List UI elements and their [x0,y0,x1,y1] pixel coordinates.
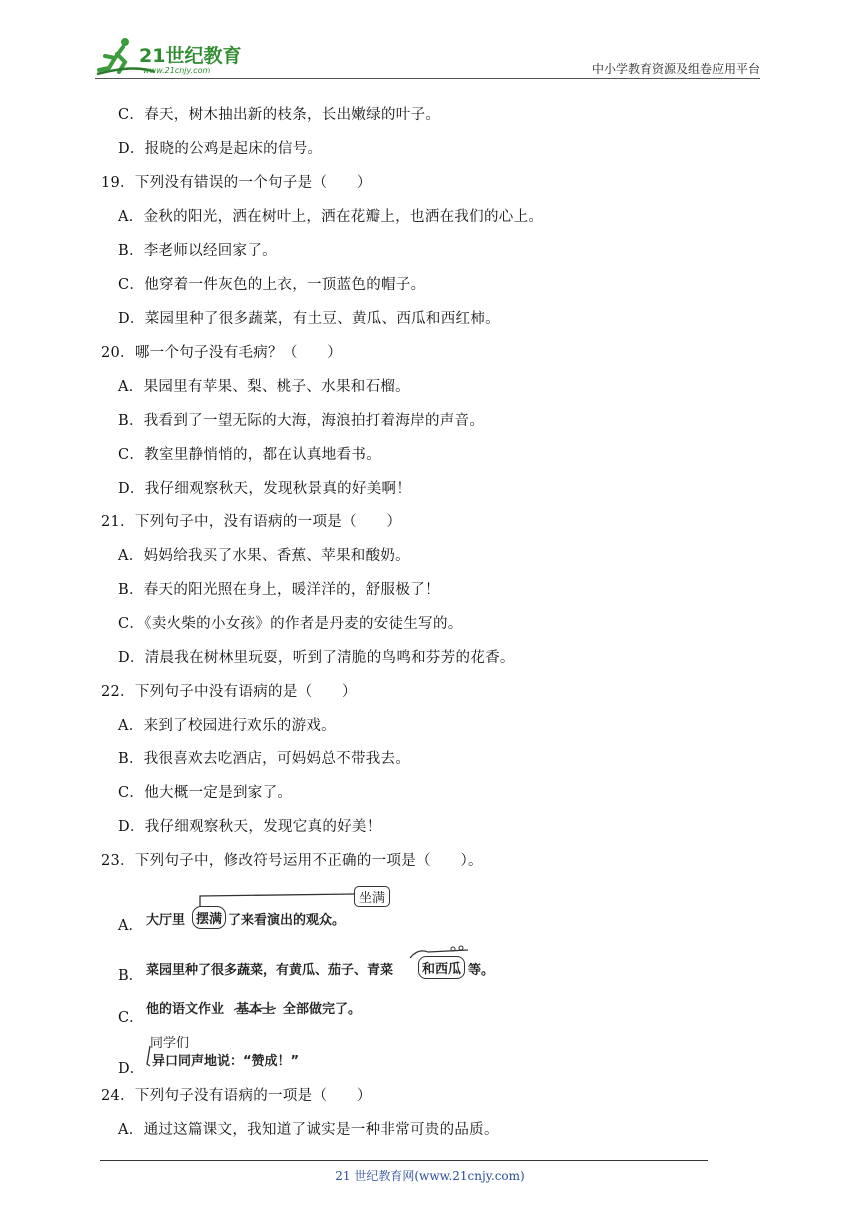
question-20: 20．哪一个句子没有毛病？（ ） [101,345,343,361]
sentence: 异口同声地说：“赞成！” [152,1054,300,1069]
q21-option-c: C．《卖火柴的小女孩》的作者是丹麦的安徒生写的。 [118,616,463,632]
q19-option-d: D．菜园里种了很多蔬菜，有土豆、黄瓜、西瓜和西红柿。 [118,311,500,327]
q22-option-c: C．他大概一定是到家了。 [118,785,293,801]
option-letter: D． [118,1061,145,1077]
question-24: 24．下列句子没有语病的一项是（ ） [101,1088,372,1104]
page-header [95,30,760,80]
svg-text:21世纪教育: 21世纪教育 [139,45,242,67]
sentence-end: 全部做完了。 [283,1002,362,1017]
footer-divider [100,1160,708,1161]
swap-mark-icon [408,944,488,960]
q23-option-a [118,884,418,934]
delete-mark-icon [232,1002,282,1018]
q23-option-c [118,994,418,1026]
circled-word: 和西瓜 [418,956,465,979]
circled-word: 摆满 [192,906,226,929]
sentence-start: 他的语文作业 [146,1002,225,1017]
question-19: 19．下列没有错误的一个句子是（ ） [101,175,372,191]
q19-option-a: A．金秋的阳光，洒在树叶上，洒在花瓣上，也洒在我们的心上。 [118,209,544,225]
q18-option-c: C．春天，树木抽出新的枝条，长出嫩绿的叶子。 [118,107,441,123]
q19-option-b: B．李老师以经回家了。 [118,243,277,259]
struck-word: 基本上 [236,1002,276,1017]
q22-option-b: B．我很喜欢去吃酒店，可妈妈总不带我去。 [118,751,411,767]
platform-name: 中小学教育资源及组卷应用平台 [591,62,760,76]
header-divider [95,78,760,79]
q21-option-d: D．清晨我在树林里玩耍，听到了清脆的鸟鸣和芬芳的花香。 [118,650,515,666]
q24-option-a: A．通过这篇课文，我知道了诚实是一种非常可贵的品质。 [118,1122,499,1138]
footer-text[interactable]: 21 世纪教育网(www.21cnjy.com) [335,1169,525,1183]
site-logo [95,34,265,76]
sentence-start: 菜园里种了很多蔬菜，有黄瓜、茄子、青菜 [146,963,394,978]
q20-option-d: D．我仔细观察秋天，发现秋景真的好美啊！ [118,481,412,497]
q21-option-b: B．春天的阳光照在身上，暖洋洋的，舒服极了！ [118,582,440,598]
sentence-end: 了来看演出的观众。 [228,913,346,928]
option-letter: C． [118,1010,144,1026]
q23-option-b [118,944,518,984]
svg-text:www.21cnjy.com: www.21cnjy.com [143,66,211,75]
question-21: 21．下列句子中，没有语病的一项是（ ） [101,514,402,530]
question-22: 22．下列句子中没有语病的是（ ） [101,684,357,700]
q20-option-b: B．我看到了一望无际的大海，海浪拍打着海岸的声音。 [118,413,485,429]
inserted-text: 同学们 [150,1036,190,1051]
sentence-start: 大厅里 [146,913,186,928]
q22-option-a: A．来到了校园进行欢乐的游戏。 [118,718,336,734]
q23-option-d [118,1032,418,1077]
q18-option-d: D．报晓的公鸡是起床的信号。 [118,141,323,157]
option-letter: A． [118,918,143,934]
q21-option-a: A．妈妈给我买了水果、香蕉、苹果和酸奶。 [118,548,410,564]
question-23: 23．下列句子中，修改符号运用不正确的一项是（ ）。 [101,853,483,869]
q20-option-a: A．果园里有苹果、梨、桃子、水果和石榴。 [118,379,410,395]
option-letter: B． [118,968,144,984]
correction-text: 坐满 [354,886,390,907]
sentence-end: 等。 [468,963,495,978]
q19-option-c: C．他穿着一件灰色的上衣，一顶蓝色的帽子。 [118,277,426,293]
q20-option-c: C．教室里静悄悄的，都在认真地看书。 [118,447,381,463]
q22-option-d: D．我仔细观察秋天，发现它真的好美！ [118,819,382,835]
